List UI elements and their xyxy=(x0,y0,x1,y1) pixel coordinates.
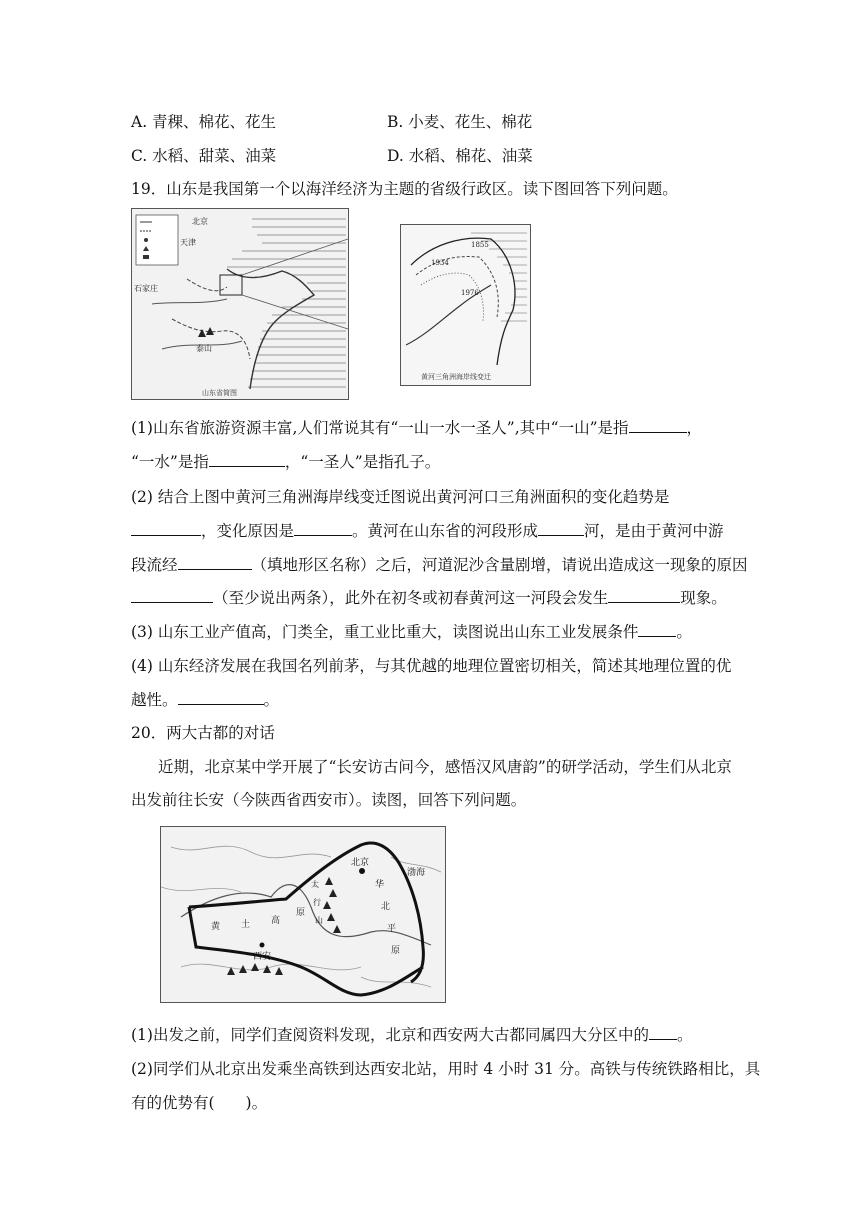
huabei-char-3: 平 xyxy=(387,924,397,934)
q19-part1-line2 xyxy=(131,452,440,472)
q20-part2-line2: 有的优势有( )。 xyxy=(131,1094,268,1112)
q19-p2-text-b: ，变化原因是 xyxy=(201,522,295,540)
q19-p2-text-f: （填地形区名称）之后，河道泥沙含量剧增，请说出造成这一现象的原因 xyxy=(251,556,748,574)
q19-part4-line1: (4) 山东经济发展在我国名列前茅，与其优越的地理位置密切相关，简述其地理位置的优 xyxy=(131,657,732,675)
q19-p1-blank-water[interactable] xyxy=(209,452,285,467)
q19-stem: 19．山东是我国第一个以海洋经济为主题的省级行政区。读下图回答下列问题。 xyxy=(131,180,678,198)
q20-part1 xyxy=(131,1025,692,1045)
q20-title: 20．两大古都的对话 xyxy=(131,724,275,742)
loess-char-3: 高 xyxy=(271,916,281,926)
q19-p3-text-b: 。 xyxy=(676,623,692,641)
q19-p2-blank-river-type[interactable] xyxy=(538,521,584,536)
q19-part2-line4 xyxy=(131,588,727,608)
q19-p1-text-a: (1)山东省旅游资源丰富,人们常说其有“一山一水一圣人”,其中“一山”是指 xyxy=(131,419,629,437)
taihang-char-2: 行 xyxy=(313,898,321,907)
q19-part2-line2 xyxy=(131,521,724,541)
q19-p2-text-h: 现象。 xyxy=(680,589,727,607)
q19-p2-blank-reason[interactable] xyxy=(294,521,352,536)
q19-p2-blank-trend[interactable] xyxy=(131,521,201,536)
q18-option-d: D. 水稻、棉花、油菜 xyxy=(387,147,533,165)
q20-p1-text-b: 。 xyxy=(676,1026,693,1044)
huabei-char-2: 北 xyxy=(381,902,391,912)
q19-p2-blank-phenomenon[interactable] xyxy=(608,588,680,603)
q20-part2-line1: (2)同学们从北京出发乘坐高铁到达西安北站，用时 4 小时 31 分。高铁与传统铁路相比，具 xyxy=(131,1060,761,1078)
loess-char-1: 黄 xyxy=(211,922,221,932)
huabei-char-1: 华 xyxy=(375,880,385,890)
label-taishan: 泰山 xyxy=(196,344,212,353)
q19-part3 xyxy=(131,622,692,642)
label-shijiazhuang: 石家庄 xyxy=(134,284,158,293)
q19-part2-line1: (2) 结合上图中黄河三角洲海岸线变迁图说出黄河河口三角洲面积的变化趋势是 xyxy=(131,488,670,506)
q19-p1-text-b: ， xyxy=(686,419,703,437)
q19-p1-text-d: ，“一圣人”是指孔子。 xyxy=(284,453,441,471)
q18-option-c: C. 水稻、甜菜、油菜 xyxy=(131,147,277,165)
q19-p4-text-c: 。 xyxy=(263,691,280,709)
year-1976: 1976 xyxy=(461,289,479,297)
q19-p4-text-b: 越性。 xyxy=(131,691,178,709)
q20-intro-line2: 出发前往长安（今陕西省西安市）。读图，回答下列问题。 xyxy=(131,791,527,809)
q19-p4-blank-advantage[interactable] xyxy=(178,690,264,705)
yellow-river-delta-map xyxy=(400,224,531,386)
loess-char-2: 土 xyxy=(241,920,251,930)
q19-p2-text-d: 河，是由于黄河中游 xyxy=(584,522,724,540)
q19-p3-blank-conditions[interactable] xyxy=(638,622,676,637)
q19-p2-text-e: 段流经 xyxy=(131,556,178,574)
taihang-char-3: 山 xyxy=(315,916,323,925)
label-beijing-20: 北京 xyxy=(351,858,370,868)
q18-option-a: A. 青稞、棉花、花生 xyxy=(131,113,277,131)
q19-part2-line3 xyxy=(131,555,748,575)
q20-p1-text-a: (1)出发之前，同学们查阅资料发现，北京和西安两大古都同属四大分区中的 xyxy=(131,1026,649,1044)
beijing-xian-map xyxy=(160,826,446,1003)
q19-p3-text-a: (3) 山东工业产值高，门类全，重工业比重大，读图说出山东工业发展条件 xyxy=(131,623,639,641)
q19-part4-line2 xyxy=(131,690,279,710)
shandong-map xyxy=(131,208,349,400)
huabei-char-4: 原 xyxy=(391,946,401,956)
taihang-char-1: 太 xyxy=(311,880,319,889)
q18-option-b: B. 小麦、花生、棉花 xyxy=(387,113,533,131)
q19-p2-text-g: （至少说出两条），此外在初冬或初春黄河这一河段会发生 xyxy=(213,589,609,607)
q19-p1-blank-mountain[interactable] xyxy=(629,418,687,433)
label-xian: 西安 xyxy=(253,952,272,962)
q19-p1-text-c: “一水”是指 xyxy=(131,453,209,471)
q19-p2-blank-causes[interactable] xyxy=(131,588,213,603)
loess-char-4: 原 xyxy=(296,908,306,918)
year-1934: 1934 xyxy=(431,259,449,267)
label-bohai: 渤海 xyxy=(407,868,426,878)
q20-p1-blank-region[interactable] xyxy=(649,1025,677,1040)
label-beijing: 北京 xyxy=(192,217,208,226)
q20-intro-line1: 近期，北京某中学开展了“长安访古问今，感悟汉风唐韵”的研学活动，学生们从北京 xyxy=(158,758,732,776)
q19-part1-line1 xyxy=(131,418,702,438)
label-tianjin: 天津 xyxy=(180,238,196,247)
year-1855: 1855 xyxy=(471,241,489,249)
map-caption-left: 山东省简图 xyxy=(202,389,237,397)
q19-p2-blank-landform[interactable] xyxy=(178,555,252,570)
map-caption-right: 黄河三角洲海岸线变迁 xyxy=(421,373,491,381)
q19-p2-text-c: 。黄河在山东省的河段形成 xyxy=(352,522,539,540)
